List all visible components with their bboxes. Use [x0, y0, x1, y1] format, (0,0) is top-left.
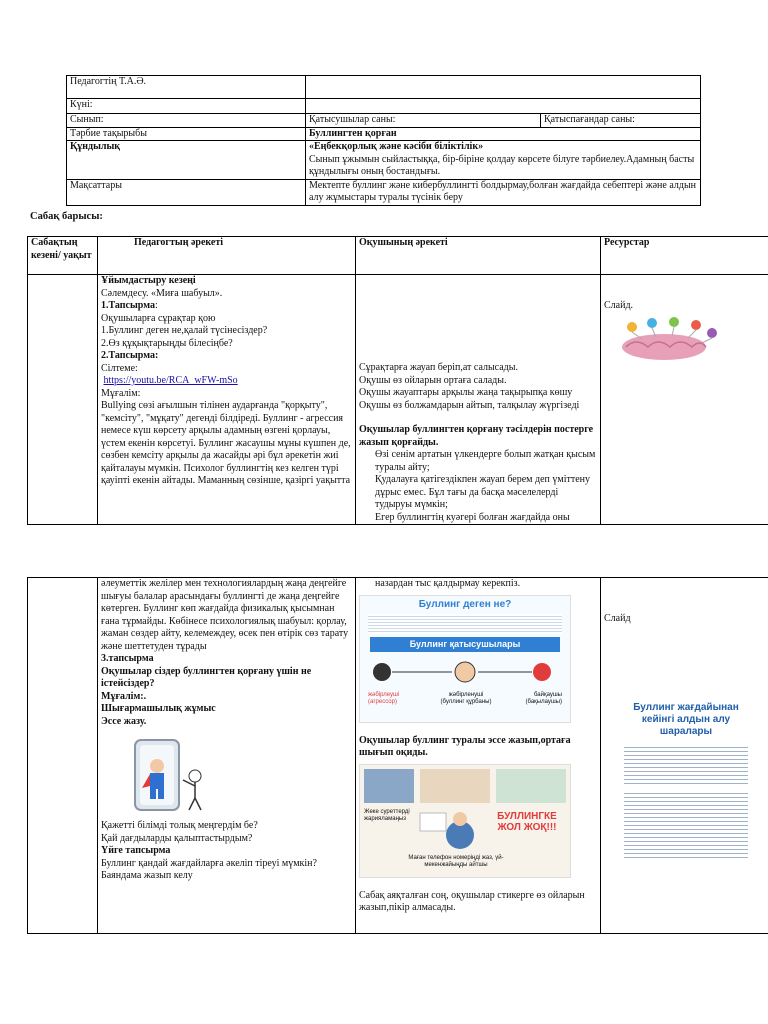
student-line-3: Оқушы жауаптары арқылы жаңа тақырыпқа көшу [359, 387, 573, 398]
task3-question: Оқушылар сіздер буллингтен қорғану үшін не істейсіздер? [101, 665, 312, 689]
teacher-label-2: Мұғалім:. [101, 690, 147, 702]
teacher-text-2: әлеуметтік желілер мен технологиялардың жаңа деңгейге шығуы балалар арасындағы буллингті де жаңа деңгейге көтерген. Буллинг көп жағдайда физикалық қысымнан ғана тұрмайды. Көбінесе психологиялық шабуыл: қорлау, жаман сөздер айту, келемеждеу, өсек пен өтірік сөз тарату және шеттетуден тұрады [101, 578, 349, 652]
lesson-table-part2 [27, 577, 768, 934]
values-title: «Еңбекқорлық және кәсіби біліктілік» [309, 141, 484, 152]
task3-title: 3.тапсырма [101, 653, 154, 664]
prevention-slide-bullets [624, 790, 748, 860]
poster2-left-caption: Жеке суреттерді жарияламаңыз [364, 808, 410, 822]
resource-slide-label-2: Слайд [604, 613, 631, 624]
poster1-aggressor: жәбірлеуші (агрессор) [368, 692, 400, 705]
teacher-label-1: Мұғалім: [101, 387, 141, 399]
task2-title: 2.Тапсырма: [101, 350, 159, 361]
greeting: Сәлемдесу. «Миға шабуыл». [101, 287, 223, 299]
prevention-slide-text [624, 744, 748, 784]
col-stage: Сабақтың кезені/ уақыт [28, 237, 98, 275]
questions-intro: Оқушыларға сұрақтар қою [101, 312, 216, 324]
goals-label: Мақсаттары [67, 179, 306, 205]
question-1: 1.Буллинг деген не,қалай түсінесіздер? [101, 325, 268, 336]
creative-work: Шығармашылық жұмыс [101, 703, 216, 714]
col-student: Оқушының әрекеті [356, 237, 601, 275]
participants-diagram [360, 652, 570, 692]
homework-title: Үйге тапсырма [101, 845, 171, 856]
poster1-witness: байқаушы (бақылаушы) [525, 692, 562, 705]
org-stage: Ұйымдастыру кезеңі [101, 275, 196, 286]
student-tip-1: Өзі сенім артатын үлкендерге болып жатқан қысым туралы айту; [375, 449, 596, 473]
student-activity-2 [356, 578, 601, 934]
lesson-table-part1 [27, 236, 768, 525]
teacher-label: Педагогтің Т.А.Ә. [67, 76, 306, 99]
homework-1: Буллинг қандай жағдайларға әкеліп тіреуі мүмкін? [101, 857, 317, 869]
task1-title: 1.Тапсырма [101, 300, 155, 311]
question-2: 2.Өз құқықтарыңды білесіңбе? [101, 337, 233, 349]
poster1-title: Буллинг деген не? [418, 598, 512, 610]
resource-slide-label: Слайд. [604, 300, 634, 311]
student-poster-task: Оқушылар буллингтен қорғану тәсілдерін постерге жазып қорғайды. [359, 424, 594, 448]
student-continue: назардан тыс қалдырмау керекпіз. [375, 578, 521, 589]
absent-label: Қатыспағандар саны: [541, 114, 701, 128]
prevention-slide-title: Буллинг жағдайынан кейінгі алдын алу шаралары [633, 701, 739, 737]
video-link[interactable]: https://youtu.be/RCA_wFW-mSo [103, 375, 238, 386]
student-line-1: Сұрақтарға жауап беріп,ат салысады. [359, 362, 518, 373]
col-teacher: Педагогтың әрекеті [98, 237, 356, 275]
student-tip-2: Қудалауға қатігездікпен жауап берем деп үміттену дұрыс емес. Бұл тағы да басқа мәселелерді тудыруы мүмкін; [375, 474, 591, 510]
date-label: Күні: [67, 99, 306, 114]
goals-text: Мектепте буллинг және кибербуллингті болдырмау,болған жағдайда себептері және алдын алу жұмыстары туралы түсінік беру [306, 179, 701, 205]
class-label: Сынып: [67, 114, 306, 128]
student-line-2: Оқушы өз ойларын ортаға салады. [359, 374, 507, 386]
participants-label: Қатысушылар саны: [306, 114, 541, 128]
homework-2: Баяндама жазып келу [101, 870, 193, 881]
topic-label: Тәрбие тақырыбы [67, 127, 306, 141]
values-cell [306, 141, 701, 180]
poster1-victim: жәбірленуші (буллинг құрбаны) [440, 692, 492, 705]
poster1-subtitle: Буллинг қатысушылары [370, 637, 560, 652]
student-essay-read: Оқушылар буллинг туралы эссе жазып,ортаға шығып оқиды. [359, 734, 571, 758]
lesson-info-table [66, 75, 701, 206]
brain-illustration [612, 317, 732, 363]
no-bullying-poster [359, 764, 571, 878]
stage-cell-2 [28, 578, 98, 934]
values-label: Құндылық [67, 141, 306, 180]
poster1-text-block [368, 614, 562, 634]
date-value [306, 99, 701, 114]
student-line-4: Оқушы өз болжамдарын айтып, талқылау жүргізеді [359, 399, 580, 411]
student-end-activity: Сабақ аяқталған соң, оқушылар стикерге өз ойларын жазып,пікір алмасады. [359, 889, 585, 913]
teacher-activity-1: Ұйымдастыру кезеңі Сәлемдесу. «Миға шабуыл». 1.Тапсырма: Оқушыларға сұрақтар қою 1.Буллинг деген не,қалай түсінесіздер? 2.Өз құқықтарыңды білесіңбе? 2.Тапсырма: Сілтеме: https://youtu.be/RCA_wFW-mSo Мұғалім: Bullying сөзі ағылшын тілінен аударғанда "қорқыту", "кемсіту", "мұқату" дегенді білдіреді. Буллинг - агрессия немесе күш көрсету арқылы адамның өзгені қорлауы, үстем екенін көрсетуі. Буллинг жасаушы мұны күшпен де, сөзбен кемсіту арқылы да жасайды әрі бұл әрекетін жиі қайталауы мүмкін. Психолог буллингтің кез келген түрі қауіпті екенін айтады. Маманның сөзінше, қазіргі уақытта [98, 275, 356, 525]
reflect-q1: Қажетті білімді толық меңгердім бе? [101, 820, 258, 831]
stage-cell-1 [28, 275, 98, 525]
student-activity-1 [356, 275, 601, 525]
prevention-slide [620, 702, 752, 866]
poster2-title: БУЛЛИНГКЕ ЖОЛ ЖОҚ!!! [497, 810, 557, 833]
bullying-participants-poster [359, 595, 571, 723]
link-label: Сілтеме: [101, 362, 138, 374]
teacher-text-1: Bullying сөзі ағылшын тілінен аударғанда "қорқыту", "кемсіту", "мұқату" дегенді білдіреді. Буллинг - агрессия немесе күш көрсету арқылы адамның өзгені қорлауы, үстем екенін көрсетуі. Буллинг жасаушы мұны күшпен де, сөзбен кемсіту арқылы да жасайды әрі бұл әрекетін жиі қайталауы мүмкін. Психолог буллингтің кез келген түрі қауіпті екенін айтады. Маманның сөзінше, қазіргі уақытта [101, 400, 351, 486]
col-resources: Ресурстар [601, 237, 768, 275]
mirror-superhero-illustration [127, 736, 217, 814]
reflect-q2: Қай дағдыларды қалыптастырдым? [101, 832, 253, 844]
poster2-bottom-caption: Маған телефон номеріңді жаз, үй-мекенжайыңды айтшы [408, 854, 504, 868]
teacher-activity-2 [98, 578, 356, 934]
resources-1 [601, 275, 768, 525]
student-tip-3: Егер буллингтің куәгері болған жағдайда оны [375, 511, 570, 523]
topic-value: Буллингтен қорған [306, 127, 701, 141]
teacher-value [306, 76, 701, 99]
resources-2 [601, 578, 768, 934]
lesson-progress-title: Сабақ барысы: [30, 211, 103, 222]
values-text: Сынып ұжымын сыйластыққа, бір-біріне қолдау көрсете білуге тәрбиелеу.Адамның басты құндылығы оның бостандығы. [309, 153, 695, 177]
essay-writing: Эссе жазу. [101, 715, 147, 727]
